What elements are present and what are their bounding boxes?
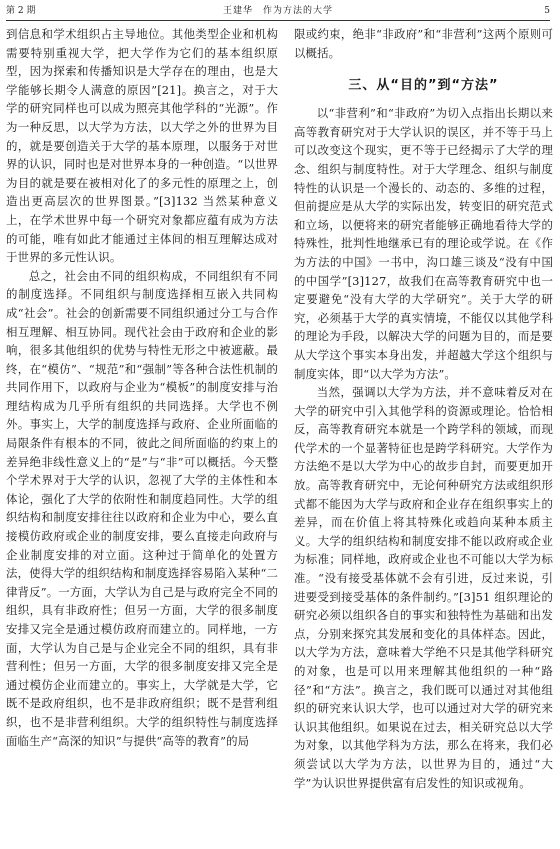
- header-rule: [6, 20, 550, 21]
- running-title: 王建华 作为方法的大学: [222, 6, 333, 16]
- right-column: [294, 25, 553, 845]
- running-header: [6, 4, 550, 19]
- paragraph: 总之，社会由不同的组织构成，不同组织有不同的制度选择。不同组织与制度选择相互嵌入共同构成“社会”。社会的创新需要不同组织通过分工与合作相互理解、相互协同。现代社会由于政府和企业的影响，很多其他组织的优势与特性无形之中被遮蔽。最终，在“模仿”、“规范”和“强制”等各种合法性机制的共同作用下，以政府与企业为“模板”的制度安排与治理结构成为几乎所有组织的共同选择。大学也不例外。事实上，大学的制度选择与政府、企业所面临的局限条件有根本的不同，彼此之间所面临的约束上的差异绝非线性意义上的“是”与“非”可以概括。今天整个学术界对于大学的认识，忽视了大学的主体性和本体论，强化了大学的依附性和制度趋同性。大学的组织结构和制度安排往往以政府和企业为中心，要么直接模仿政府或企业的制度安排，要么直接走向政府与企业制度安排的对立面。这种过于简单化的处置方法，使得大学的组织结构和制度选择容易陷入某种“二律背反”。一方面，大学认为自己是与政府完全不同的组织，具有非政府性；但另一方面，大学的很多制度安排又完全是通过模仿政府而建立的。同样地，一方面，大学认为自己是与企业完全不同的组织，具有非营利性；但另一方面，大学的很多制度安排又完全是通过模仿企业而建立的。事实上，大学就是大学，它既不是政府组织，也不是非政府组织；既不是营利组织，也不是非营利组织。大学的组织特性与制度选择面临生产“高深的知识”与提供“高等的教育”的局: [6, 268, 278, 748]
- paragraph-continued: 到信息和学术组织占主导地位。其他类型企业和机构需要特别重视大学，把大学作为它们的基本组织原型，因为探索和传播知识是大学存在的理由，也是大学能够长期令人满意的原因”[21]。换言之，对于大学的研究同样也可以成为照亮其他学科的“光源”。作为一种反思，以大学为方法，以大学之外的世界为目的，就是要创造关于大学的基本原理，以服务于对世界的认识，同时也是对世界本身的一种创造。“以世界为目的就是要在被相对化了的多元性的原理之上，创造出更高层次的世界图景。”[3]132 当然某种意义上，在学术世界中每一个研究对象都应蕴有成为方法的可能，唯有如此才能通过主体间的相互理解达成对于世界的多元性认识。: [6, 27, 278, 265]
- section-heading: 三、从“目的”到“方法”: [348, 78, 499, 94]
- page-number: 5: [544, 6, 550, 16]
- paragraph: 当然，强调以大学为方法，并不意味着反对在大学的研究中引入其他学科的资源或理论。恰恰相反，高等教育研究本就是一个跨学科的领域，而现代学术的一个显著特征也是跨学科研究。大学作为方法绝不是以大学为中心的故步自封，而要更加开放。高等教育研究中，无论何种研究方法或组织形式都不能因为大学与政府和企业存在组织事实上的差异，而在价值上将其特殊化或趋向某种本质主义。大学的组织结构和制度安排不能以政府或企业为标准；同样地，政府或企业也不可能以大学为标准。“没有接受基体就不会有引进，反过来说，引进要受到接受基体的条件制约。”[3]51 组织理论的研究必须以组织各自的事实和独特性为基础和出发点，分别来探究其发展和变化的具体样态。因此，以大学为方法，意味着大学绝不只是其他学科研究的对象，也是可以用来理解其他组织的一种“路径”和“方法”。换言之，我们既可以通过对其他组织的研究来认识大学，也可以通过对大学的研究来认识其他组织。如果说在过去，相关研究总以大学为对象，以其他学科为方法，那么在将来，我们必须尝试以大学为方法，以世界为目的，通过“大学”为认识世界提供富有启发性的知识或视角。: [294, 385, 553, 790]
- paragraph: 以“非营利”和“非政府”为切入点指出长期以来高等教育研究对于大学认识的误区，并不等于马上可以改变这个现实，更不等于已经揭示了大学的理念、组织与制度特性。对于大学理念、组织与制度特性的认识是一个漫长的、动态的、多维的过程，但前提应是从大学的实际出发，转变旧的研究范式和立场，以便将来的研究者能够正确地看待大学的特殊性，批判性地继承已有的理论或学说。在《作为方法的中国》一书中，沟口雄三谈及“没有中国的中国学”[3]127，故我们在高等教育研究中也一定要避免“没有大学的大学研究”。关于大学的研究，必须基于大学的真实情境，不能仅以其他学科的理论为手段，以解决大学的问题为目的，而是要从大学这个事实本身出发，并超越大学这个组织与制度实体，即“以大学为方法”。: [294, 106, 553, 381]
- issue-label: 第 2 期: [6, 6, 36, 16]
- paragraph-continued: 限或约束，绝非“非政府”和“非营利”这两个原则可以概括。: [294, 27, 553, 60]
- left-column: [6, 25, 278, 845]
